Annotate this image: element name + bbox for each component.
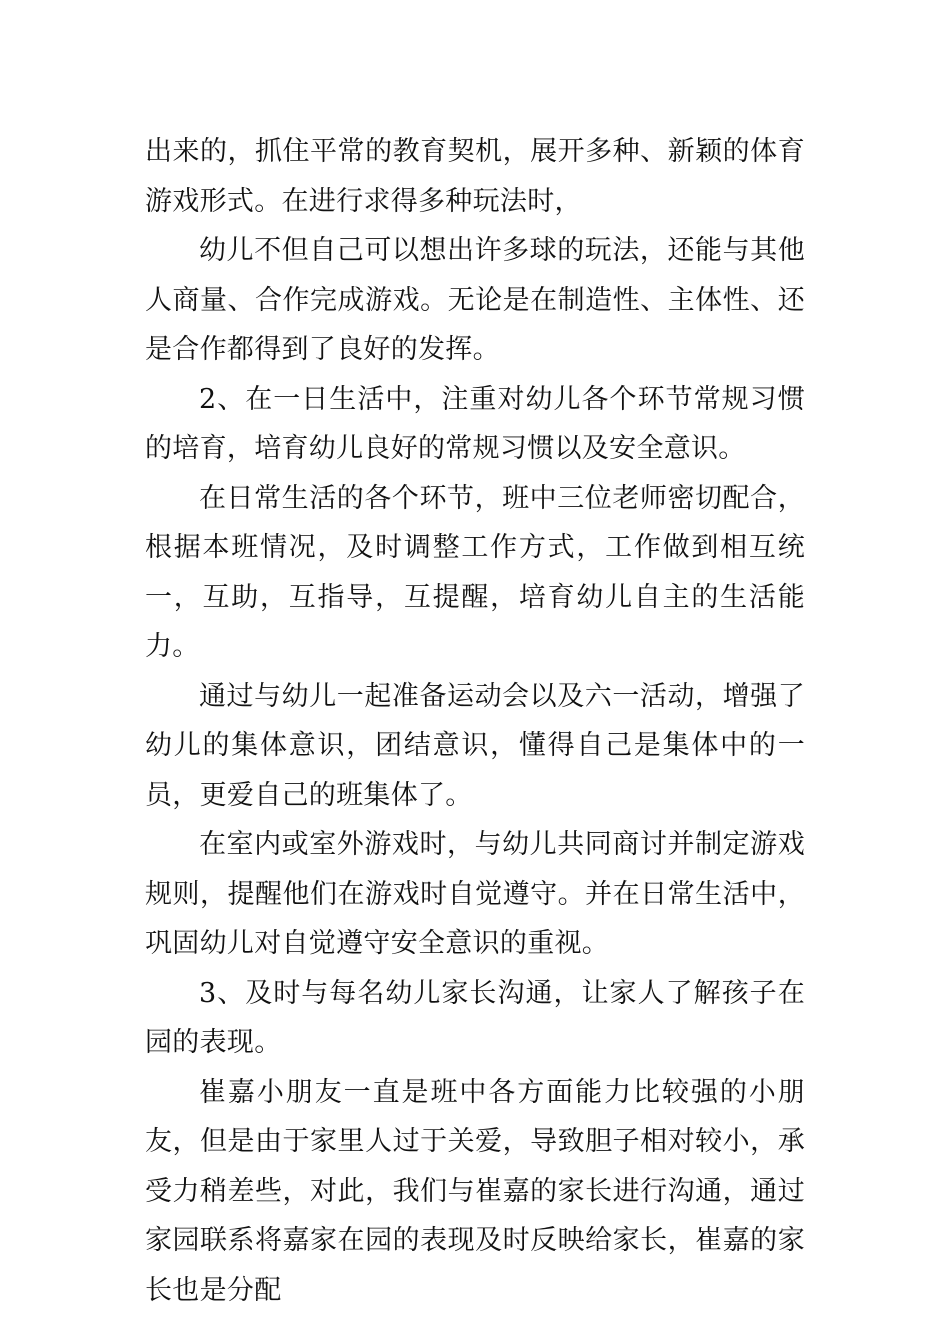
document-body xyxy=(145,127,805,1315)
paragraph-7: 3、及时与每名幼儿家长沟通，让家人了解孩子在园的表现。 xyxy=(145,977,805,1058)
paragraph-8: 崔嘉小朋友一直是班中各方面能力比较强的小朋友，但是由于家里人过于关爱，导致胆子相对较小，承受力稍差些，对此，我们与崔嘉的家长进行沟通，通过家园联系将嘉家在园的表现及时反映给家长，崔嘉的家长也是分配 xyxy=(145,1076,805,1306)
paragraph-4: 在日常生活的各个环节，班中三位老师密切配合，根据本班情况，及时调整工作方式，工作做到相互统一，互助，互指导，互提醒，培育幼儿自主的生活能力。 xyxy=(145,482,805,662)
paragraph-3: 2、在一日生活中，注重对幼儿各个环节常规习惯的培育，培育幼儿良好的常规习惯以及安全意识。 xyxy=(145,383,805,464)
paragraph-2: 幼儿不但自己可以想出许多球的玩法，还能与其他人商量、合作完成游戏。无论是在制造性、主体性、还是合作都得到了良好的发挥。 xyxy=(145,235,805,365)
paragraph-1: 出来的，抓住平常的教育契机，展开多种、新颖的体育游戏形式。在进行求得多种玩法时， xyxy=(145,136,805,217)
paragraph-6: 在室内或室外游戏时，与幼儿共同商讨并制定游戏规则，提醒他们在游戏时自觉遵守。并在日常生活中，巩固幼儿对自觉遵守安全意识的重视。 xyxy=(145,829,805,959)
paragraph-5: 通过与幼儿一起准备运动会以及六一活动，增强了幼儿的集体意识，团结意识，懂得自己是集体中的一员，更爱自己的班集体了。 xyxy=(145,680,805,811)
